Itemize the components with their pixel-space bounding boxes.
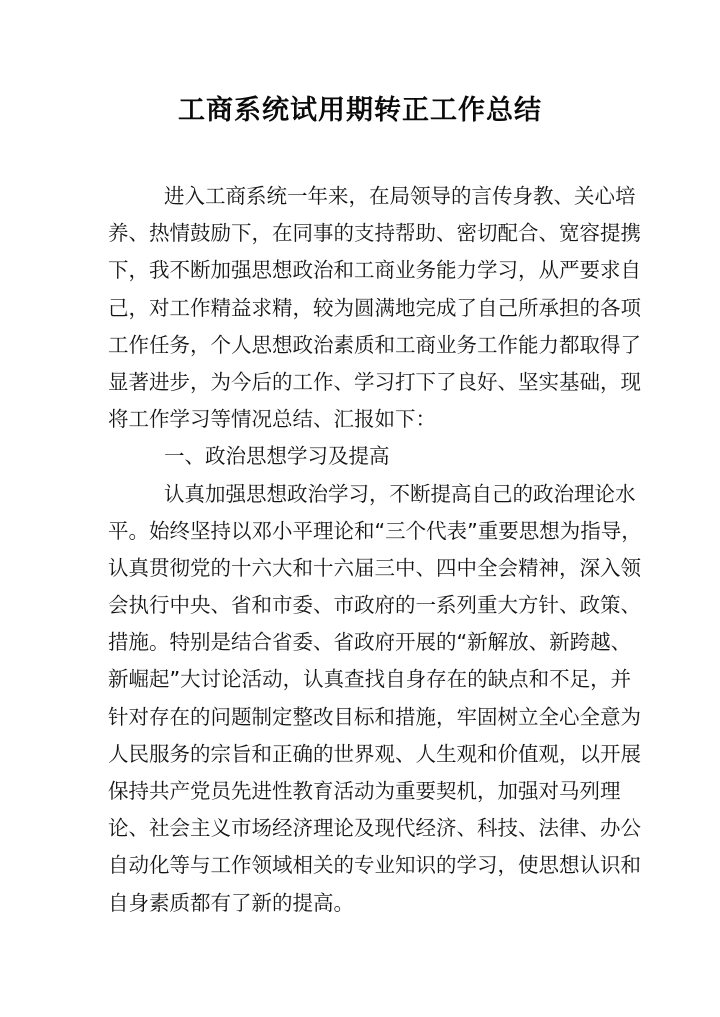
paragraph-line: 自身素质都有了新的提高。 [108,890,354,915]
paragraph-line: 会执行中央、省和市委、市政府的一系列重大方针、政策、 [108,593,641,618]
paragraph-line: 人民服务的宗旨和正确的世界观、人生观和价值观，以开展 [108,741,641,766]
paragraph-line: 针对存在的问题制定整改目标和措施，牢固树立全心全意为 [108,704,641,729]
paragraph-line: 进入工商系统一年来，在局领导的言传身教、关心培 [164,184,636,208]
paragraph-line: 措施。特别是结合省委、省政府开展的“新解放、新跨越、 [108,630,632,655]
paragraph-line: 自动化等与工作领域相关的专业知识的学习，使思想认识和 [108,853,641,878]
paragraph-line: 工作任务，个人思想政治素质和工商业务工作能力都取得了 [108,332,641,357]
paragraph-line: 显著进步，为今后的工作、学习打下了良好、坚实基础，现 [108,369,641,394]
paragraph-line: 将工作学习等情况总结、汇报如下： [108,407,436,432]
paragraph-line: 认真加强思想政治学习，不断提高自己的政治理论水 [164,481,636,506]
paragraph-line: 新崛起”大讨论活动，认真查找自身存在的缺点和不足，并 [108,667,632,692]
section-heading: 一、政治思想学习及提高 [164,444,390,469]
paragraph-line: 平。始终坚持以邓小平理论和“三个代表”重要思想为指导， [108,518,642,543]
document-title: 工商系统试用期转正工作总结 [178,95,542,126]
paragraph-line: 己，对工作精益求精，较为圆满地完成了自己所承担的各项 [108,295,641,320]
paragraph-line: 保持共产党员先进性教育活动为重要契机，加强对马列理 [108,779,621,803]
paragraph-line: 下，我不断加强思想政治和工商业务能力学习，从严要求自 [108,258,641,283]
document-body [108,178,642,922]
paragraph-line: 论、社会主义市场经济理论及现代经济、科技、法律、办公 [108,816,641,841]
paragraph-line: 认真贯彻党的十六大和十六届三中、四中全会精神，深入领 [108,555,641,580]
paragraph-line: 养、热情鼓励下，在同事的支持帮助、密切配合、宽容提携 [108,221,641,246]
